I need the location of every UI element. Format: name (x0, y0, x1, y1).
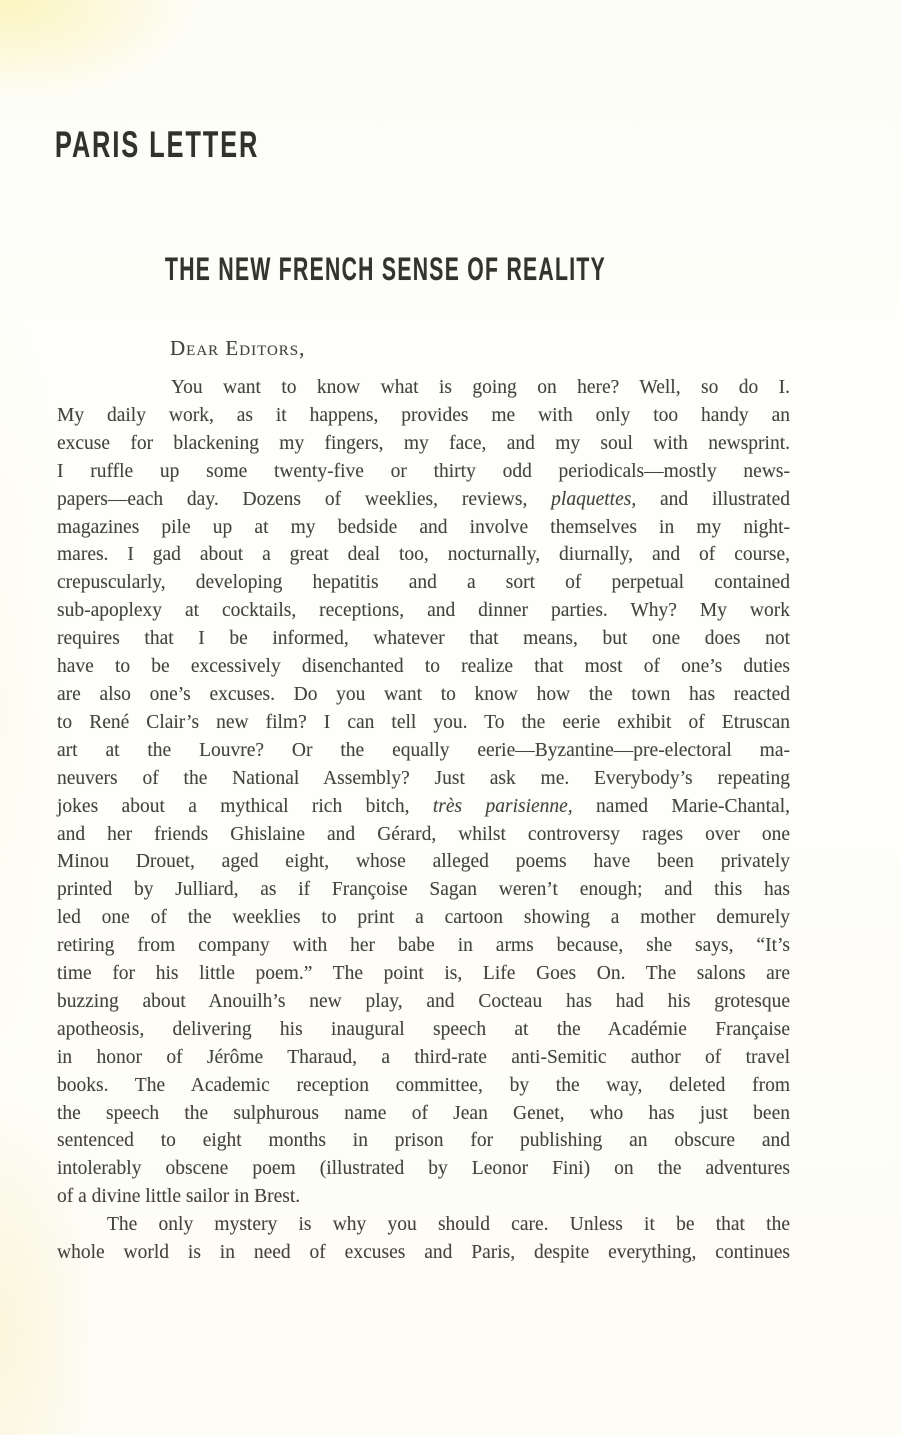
text-line: buzzing about Anouilh’s new play, and Cocteau has had his grotesque (57, 990, 790, 1012)
text-line: printed by Julliard, as if Françoise Sagan weren’t enough; and this has (57, 879, 790, 901)
text-line: crepuscularly, developing hepatitis and a sort of perpetual contained (57, 572, 790, 594)
text-line: retiring from company with her babe in arms because, she says, “It’s (57, 935, 790, 957)
text-line: Minou Drouet, aged eight, whose alleged poems have been privately (57, 851, 790, 873)
article-title: THE NEW FRENCH SENSE OF REALITY (165, 251, 607, 287)
text-line: excuse for blackening my fingers, my face, and my soul with newsprint. (57, 432, 790, 454)
text-line: papers—each day. Dozens of weeklies, reviews, plaquettes, and illustrated (57, 488, 790, 510)
text-line: art at the Louvre? Or the equally eerie—Byzantine—pre-electoral ma- (57, 739, 790, 761)
text-line: mares. I gad about a great deal too, nocturnally, diurnally, and of course, (57, 544, 790, 566)
text-line: are also one’s excuses. Do you want to know how the town has reacted (57, 683, 790, 705)
text-line: led one of the weeklies to print a cartoon showing a mother demurely (57, 907, 790, 929)
text-line: sub-apoplexy at cocktails, receptions, and dinner parties. Why? My work (57, 600, 790, 622)
text-line: neuvers of the National Assembly? Just ask me. Everybody’s repeating (57, 767, 790, 789)
text-line: time for his little poem.” The point is, Life Goes On. The salons are (57, 963, 790, 985)
text-line: to René Clair’s new film? I can tell you. To the eerie exhibit of Etruscan (57, 711, 790, 733)
text-line: sentenced to eight months in prison for publishing an obscure and (57, 1130, 790, 1152)
text-line: in honor of Jérôme Tharaud, a third-rate anti-Semitic author of travel (57, 1046, 790, 1068)
text-line: You want to know what is going on here? Well, so do I. (171, 377, 790, 398)
text-line: intolerably obscene poem (illustrated by Leonor Fini) on the adventures (57, 1158, 790, 1180)
text-line: magazines pile up at my bedside and involve themselves in my night- (57, 516, 790, 538)
text-line: The only mystery is why you should care. Unless it be that the (107, 1214, 790, 1236)
text-line: and her friends Ghislaine and Gérard, whilst controversy rages over one (57, 823, 790, 845)
text-line: the speech the sulphurous name of Jean Genet, who has just been (57, 1102, 790, 1124)
salutation: Dear Editors, (170, 336, 306, 360)
page-kicker: PARIS LETTER (55, 124, 260, 165)
article-body (57, 374, 790, 1267)
text-line: whole world is in need of excuses and Paris, despite everything, continues (57, 1242, 790, 1264)
text-line: jokes about a mythical rich bitch, très parisienne, named Marie-Chantal, (57, 795, 790, 817)
text-line: I ruffle up some twenty-five or thirty odd periodicals—mostly news- (57, 460, 790, 482)
text-line: requires that I be informed, whatever that means, but one does not (57, 628, 790, 650)
text-line: books. The Academic reception committee, by the way, deleted from (57, 1074, 790, 1096)
text-line: apotheosis, delivering his inaugural speech at the Académie Française (57, 1018, 790, 1040)
text-line: of a divine little sailor in Brest. (57, 1186, 301, 1208)
text-line: My daily work, as it happens, provides me with only too handy an (57, 404, 790, 426)
text-line: have to be excessively disenchanted to realize that most of one’s duties (57, 656, 790, 678)
